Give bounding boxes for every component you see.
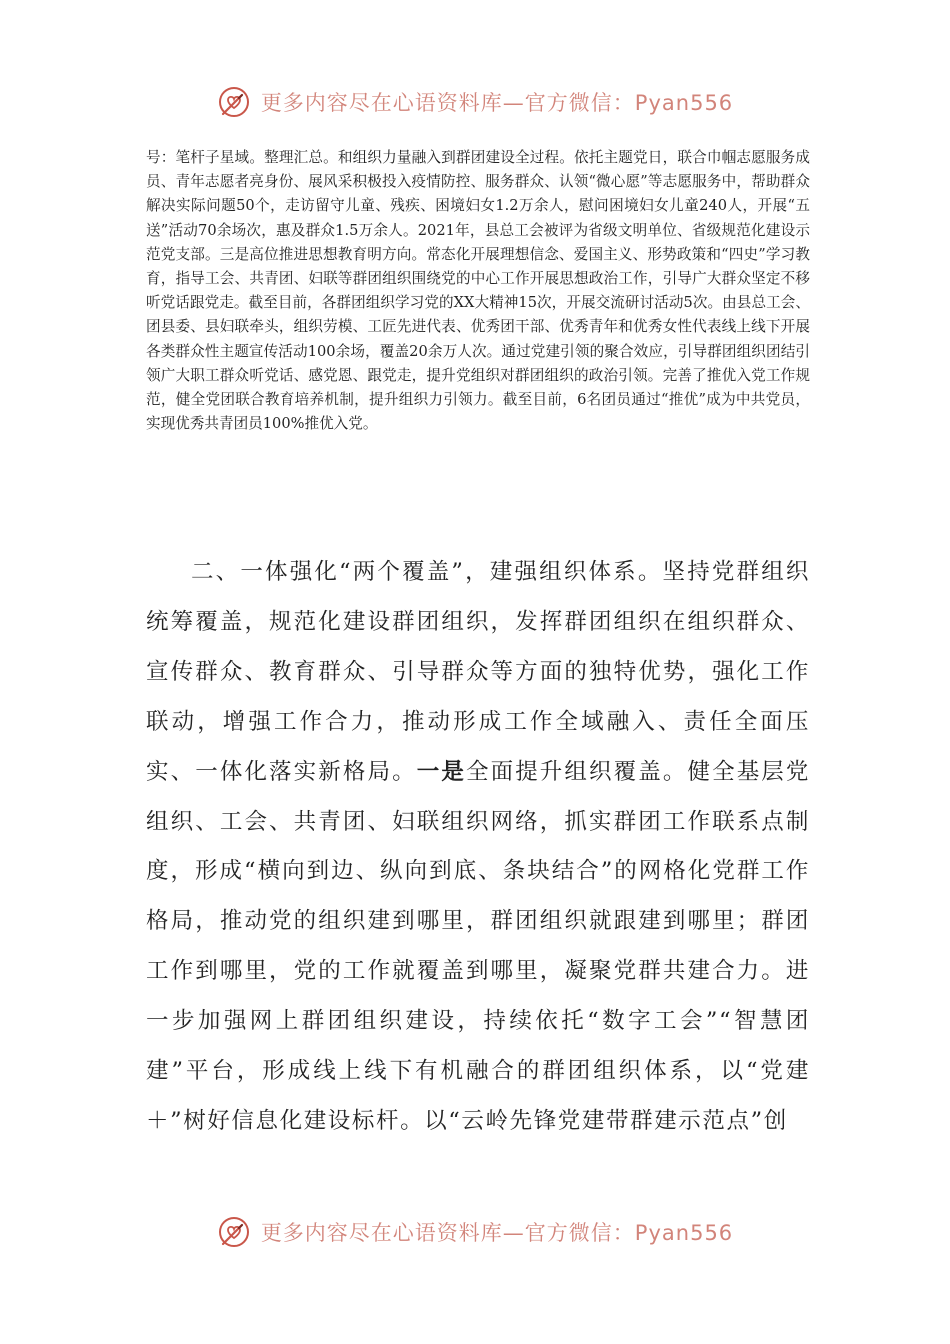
paragraph-main-before: 二、一体强化“两个覆盖”，建强组织体系。坚持党群组织统筹覆盖，规范化建设群团组织，发挥群团组织在组织群众、宣传群众、教育群众、引导群众等方面的独特优势，强化工作联动，增强工作合力，推动形成工作全域融入、责任全面压实、一体化落实新格局。 xyxy=(146,559,810,785)
paragraph-main xyxy=(146,548,810,1147)
body-text-main xyxy=(146,548,810,1147)
watermark-text: 更多内容尽在心语资料库—官方微信：Pyan556 xyxy=(260,1221,734,1245)
watermark-text: 更多内容尽在心语资料库—官方微信：Pyan556 xyxy=(260,91,734,115)
watermark-footer xyxy=(0,1208,950,1256)
pen-heart-logo-icon xyxy=(217,85,251,119)
paragraph-main-after: 全面提升组织覆盖。健全基层党组织、工会、共青团、妇联组织网络，抓实群团工作联系点制度，形成“横向到边、纵向到底、条块结合”的网格化党群工作格局，推动党的组织建到哪里，群团组织就跟建到哪里；群团工作到哪里，党的工作就覆盖到哪里，凝聚党群共建合力。进一步加强网上群团组织建设，持续依托“数字工会”“智慧团建”平台，形成线上线下有机融合的群团组织体系，以“党建＋”树好信息化建设标杆。以“云岭先锋党建带群建示范点”创 xyxy=(146,758,811,1134)
body-text-small xyxy=(146,146,810,436)
paragraph-small: 号：笔杆子星域。整理汇总。和组织力量融入到群团建设全过程。依托主题党日，联合巾帼志愿服务成员、青年志愿者亮身份、展风采积极投入疫情防控、服务群众、认领“微心愿”等志愿服务中，帮助群众解决实际问题50个，走访留守儿童、残疾、困境妇女1.2万余人，慰问困境妇女儿童240人，开展“五送”活动70余场次，惠及群众1.5万余人。2021年，县总工会被评为省级文明单位、省级规范化建设示范党支部。三是高位推进思想教育明方向。常态化开展理想信念、爱国主义、形势政策和“四史”学习教育，指导工会、共青团、妇联等群团组织围绕党的中心工作开展思想政治工作，引导广大群众坚定不移听党话跟党走。截至目前，各群团组织学习党的XX大精神15次，开展交流研讨活动5次。由县总工会、团县委、县妇联牵头，组织劳模、工匠先进代表、优秀团干部、优秀青年和优秀女性代表线上线下开展各类群众性主题宣传活动100余场，覆盖20余万人次。通过党建引领的聚合效应，引导群团组织团结引领广大职工群众听党话、感党恩、跟党走，提升党组织对群团组织的政治引领。完善了推优入党工作规范，健全党团联合教育培养机制，提升组织力引领力。截至目前，6名团员通过“推优”成为中共党员，实现优秀共青团员100%推优入党。 xyxy=(146,149,810,433)
watermark-header xyxy=(0,78,950,126)
paragraph-main-emphasis: 一是 xyxy=(416,758,466,785)
pen-heart-logo-icon xyxy=(217,1215,251,1249)
